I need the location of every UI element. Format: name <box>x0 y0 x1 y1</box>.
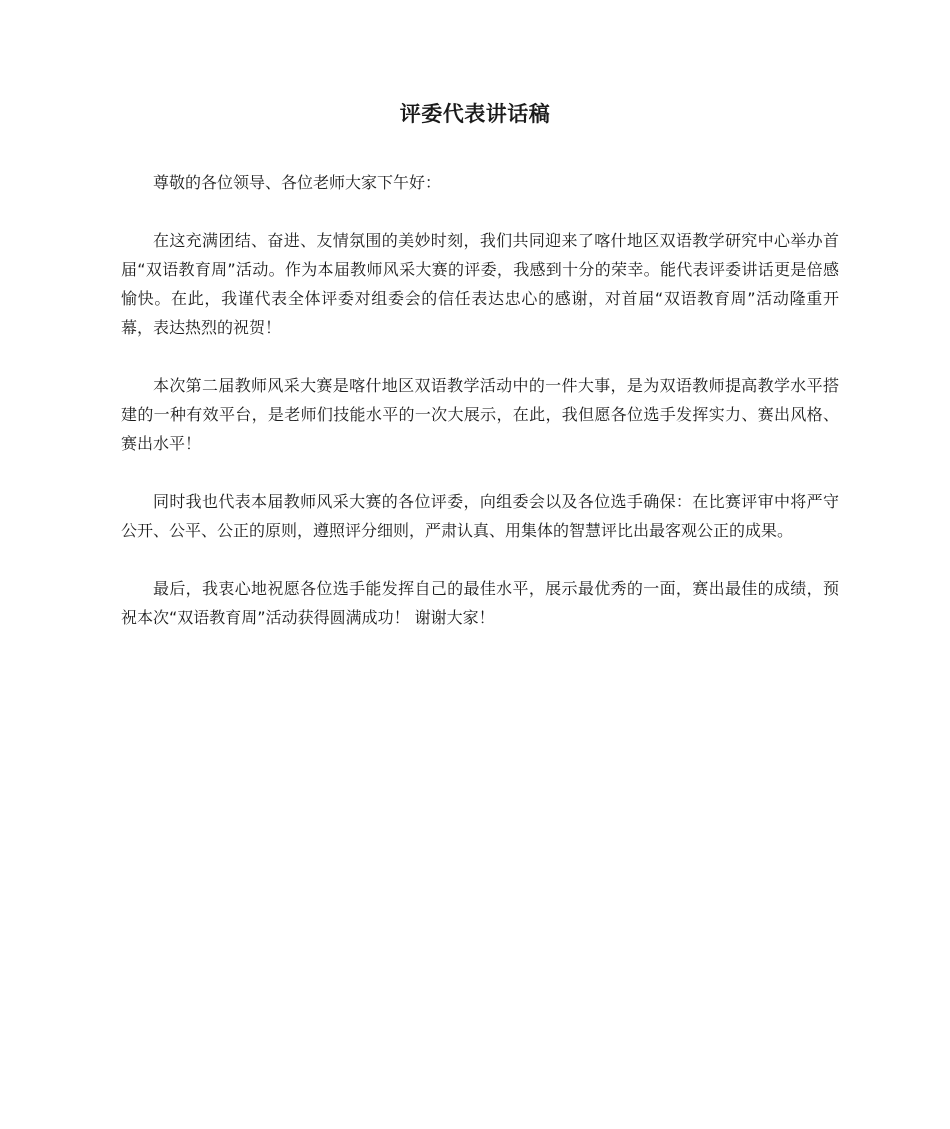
salutation: 尊敬的各位领导、各位老师大家下午好： <box>153 173 442 192</box>
paragraph-4: 最后，我衷心地祝愿各位选手能发挥自己的最佳水平，展示最优秀的一面，赛出最佳的成绩，预祝本次“双语教育周”活动获得圆满成功！ 谢谢大家！ <box>121 579 839 627</box>
document-title: 评委代表讲话稿 <box>399 102 551 126</box>
paragraph-2: 本次第二届教师风采大赛是喀什地区双语教学活动中的一件大事，是为双语教师提高教学水平搭建的一种有效平台，是老师们技能水平的一次大展示，在此，我但愿各位选手发挥实力、赛出风格、赛出水平！ <box>121 376 839 453</box>
paragraph-1: 在这充满团结、奋进、友情氛围的美妙时刻，我们共同迎来了喀什地区双语教学研究中心举办首届“双语教育周”活动。作为本届教师风采大赛的评委，我感到十分的荣幸。能代表评委讲话更是倍感愉快。在此，我谨代表全体评委对组委会的信任表达忠心的感谢，对首届“双语教育周”活动隆重开幕，表达热烈的祝贺！ <box>121 231 839 337</box>
document-body <box>121 168 839 661</box>
paragraph-3: 同时我也代表本届教师风采大赛的各位评委，向组委会以及各位选手确保：在比赛评审中将严守公开、公平、公正的原则，遵照评分细则，严肃认真、用集体的智慧评比出最客观公正的成果。 <box>121 492 839 540</box>
